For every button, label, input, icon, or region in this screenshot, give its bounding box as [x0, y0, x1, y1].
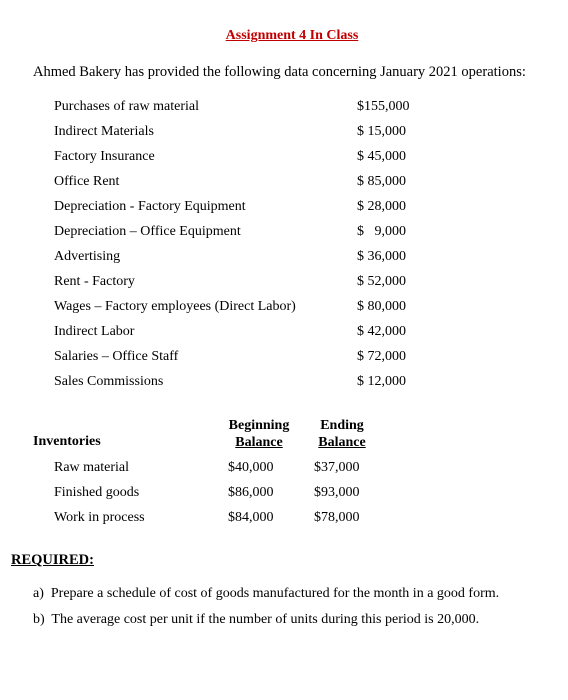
- cost-label: Office Rent: [54, 174, 120, 189]
- beginning-balance-header: [224, 417, 294, 451]
- cost-label: Purchases of raw material: [54, 99, 199, 114]
- assignment-title: Assignment 4 In Class: [225, 28, 359, 43]
- inventory-beginning: $40,000: [228, 460, 274, 475]
- required-item: a) Prepare a schedule of cost of goods manufactured for the month in a good form.: [33, 586, 500, 601]
- cost-value: $ 9,000: [357, 224, 406, 239]
- inventory-ending: $93,000: [314, 485, 360, 500]
- cost-value: $ 15,000: [357, 124, 406, 139]
- inventory-label: Finished goods: [54, 485, 140, 500]
- header-line: Balance: [235, 435, 283, 450]
- cost-label: Advertising: [54, 249, 121, 264]
- cost-label: Wages – Factory employees (Direct Labor): [54, 299, 296, 314]
- ending-balance-header: [312, 417, 372, 451]
- inventory-ending: $78,000: [314, 510, 360, 525]
- required-item: b) The average cost per unit if the number of units during this period is 20,000.: [33, 612, 480, 627]
- cost-label: Depreciation - Factory Equipment: [54, 199, 246, 214]
- cost-value: $ 72,000: [357, 349, 406, 364]
- inventory-label: Work in process: [54, 510, 145, 525]
- cost-value: $ 52,000: [357, 274, 406, 289]
- header-line: Ending: [320, 418, 364, 433]
- cost-label: Depreciation – Office Equipment: [54, 224, 241, 239]
- cost-label: Rent - Factory: [54, 274, 135, 289]
- intro-text: Ahmed Bakery has provided the following data concerning January 2021 operations:: [33, 64, 526, 80]
- cost-value: $ 45,000: [357, 149, 406, 164]
- inventories-title: Inventories: [33, 434, 101, 449]
- inventory-ending: $37,000: [314, 460, 360, 475]
- cost-label: Indirect Materials: [54, 124, 154, 139]
- inventory-beginning: $84,000: [228, 510, 274, 525]
- header-line: Beginning: [228, 418, 290, 433]
- cost-value: $ 28,000: [357, 199, 406, 214]
- cost-value: $155,000: [357, 99, 410, 114]
- inventory-beginning: $86,000: [228, 485, 274, 500]
- header-line: Balance: [318, 435, 366, 450]
- cost-label: Factory Insurance: [54, 149, 155, 164]
- cost-value: $ 42,000: [357, 324, 406, 339]
- cost-label: Sales Commissions: [54, 374, 164, 389]
- cost-value: $ 85,000: [357, 174, 406, 189]
- cost-value: $ 12,000: [357, 374, 406, 389]
- inventory-label: Raw material: [54, 460, 130, 475]
- cost-value: $ 80,000: [357, 299, 406, 314]
- cost-label: Salaries – Office Staff: [54, 349, 179, 364]
- cost-label: Indirect Labor: [54, 324, 135, 339]
- required-heading: REQUIRED:: [11, 552, 94, 568]
- cost-value: $ 36,000: [357, 249, 406, 264]
